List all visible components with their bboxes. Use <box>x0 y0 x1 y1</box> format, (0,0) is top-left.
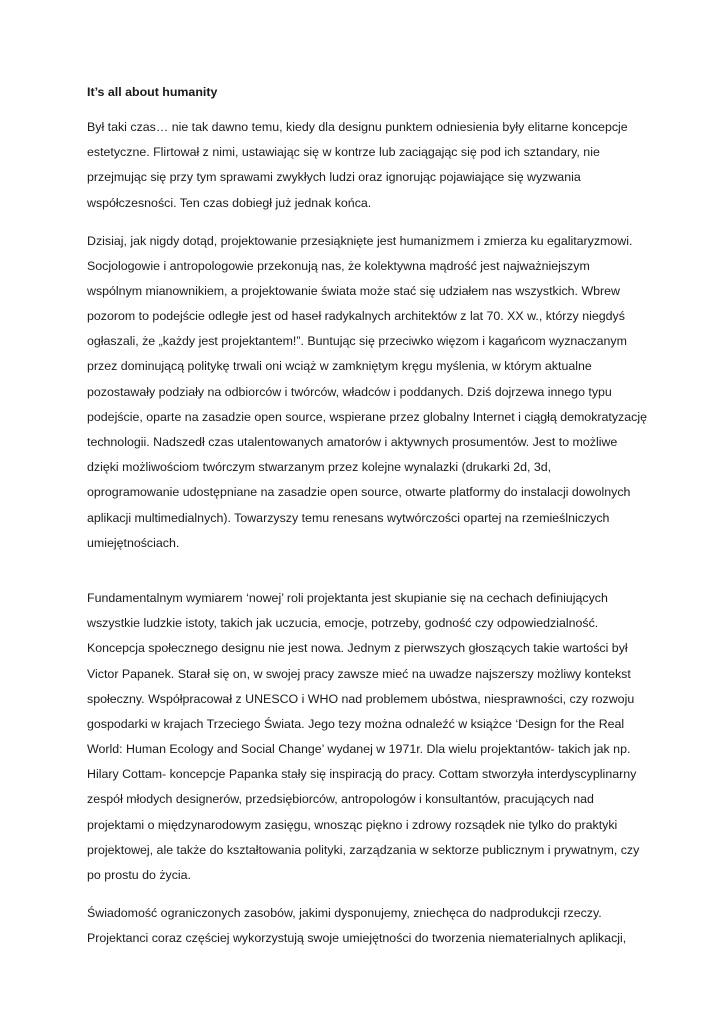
text-line: przez dominującą politykę trwali oni wciąż w zamkniętym kręgu myślenia, w którym aktualne <box>87 359 592 374</box>
text-line: oprogramowanie udostępniane na zasadzie open source, otwarte platformy do instalacji dowolnych <box>87 485 631 500</box>
text-line: Socjologowie i antropologowie przekonują nas, że kolektywna mądrość jest najważniejszym <box>87 258 590 273</box>
text-line: Dzisiaj, jak nigdy dotąd, projektowanie przesiąknięte jest humanizmem i zmierza ku egalitaryzmowi. <box>87 233 633 248</box>
text-line: gospodarki w krajach Trzeciego Świata. Jego tezy można odnaleźć w książce ‘Design for the Real <box>87 716 625 731</box>
document-title: It’s all about humanity <box>87 85 218 99</box>
text-line: Fundamentalnym wymiarem ‘nowej’ roli projektanta jest skupianie się na cechach definiujących <box>87 590 608 605</box>
text-line: projektami o międzynarodowym zasięgu, wnosząc piękno i zdrowy rozsądek nie tylko do praktyki <box>87 817 618 832</box>
text-line: po prostu do życia. <box>87 868 192 883</box>
document-body <box>87 84 647 964</box>
text-line: Projektanci coraz częściej wykorzystują swoje umiejętności do tworzenia niematerialnych aplikacji, <box>87 931 627 946</box>
paragraph-2 <box>87 229 647 556</box>
text-line: Koncepcja społecznego designu nie jest nowa. Jednym z pierwszych głoszących takie wartości był <box>87 641 628 656</box>
text-line: wspólnym mianownikiem, a projektowanie świata może stać się udziałem nas wszystkich. Wbrew <box>87 283 620 298</box>
paragraph-1 <box>87 115 643 216</box>
text-line: przejmując się przy tym sprawami zwykłych ludzi oraz ignorując pojawiające się wyzwania <box>87 170 581 185</box>
text-line: pozostawały podziały na odbiorców i twórców, władców i poddanych. Dziś dojrzewa innego typu <box>87 384 612 399</box>
paragraph-3 <box>87 586 643 888</box>
text-line: technologii. Nadszedł czas utalentowanych amatorów i aktywnych prosumentów. Jest to możliwe <box>87 435 618 450</box>
text-line: społeczny. Współpracował z UNESCO i WHO nad problemem ubóstwa, niesprawności, czy rozwoju <box>87 691 635 706</box>
text-line: pozorom to podejście odległe jest od haseł radykalnych architektów z lat 70. XX w., którzy niegdyś <box>87 309 625 324</box>
text-line: estetyczne. Flirtował z nimi, ustawiając się w kontrze lub zaciągając się pod ich sztandary, nie <box>87 145 600 160</box>
paragraph-4 <box>87 901 643 951</box>
text-line: projektowej, ale także do kształtowania polityki, zarządzania w sektorze publicznym i prywatnym, czy <box>87 842 640 857</box>
text-line: ogłaszali, że „każdy jest projektantem!”. Buntując się przeciwko więzom i kagańcom wyznaczanym <box>87 334 627 349</box>
text-line: podejście, oparte na zasadzie open source, wspierane przez globalny Internet i ciągłą demokratyzację <box>87 409 647 424</box>
text-line: Victor Papanek. Starał się on, w swojej pracy zawsze mieć na uwadze najszerszy możliwy kontekst <box>87 666 631 681</box>
text-line: dzięki możliwościom twórczym stwarzanym przez kolejne wynalazki (drukarki 2d, 3d, <box>87 460 552 475</box>
text-line: aplikacji multimedialnych). Towarzyszy temu renesans wytwórczości opartej na rzemieślniczych <box>87 510 610 525</box>
text-line: współczesności. Ten czas dobiegł już jednak końca. <box>87 195 372 210</box>
text-line: Hilary Cottam- koncepcje Papanka stały się inspiracją do pracy. Cottam stworzyła interdyscyplinarny <box>87 767 637 782</box>
text-line: Był taki czas… nie tak dawno temu, kiedy dla designu punktem odniesienia były elitarne koncepcje <box>87 120 628 134</box>
text-line: World: Human Ecology and Social Change’ wydanej w 1971r. Dla wielu projektantów- takich jak np. <box>87 742 631 757</box>
text-line: wszystkie ludzkie istoty, takich jak uczucia, emocje, potrzeby, godność czy odpowiedzialność. <box>87 616 599 631</box>
text-line: umiejętnościach. <box>87 535 180 550</box>
text-line: zespół młodych designerów, przedsiębiorców, antropologów i konsultantów, pracujących nad <box>87 792 594 807</box>
text-line: Świadomość ograniczonych zasobów, jakimi dysponujemy, zniechęca do nadprodukcji rzeczy. <box>87 906 602 921</box>
